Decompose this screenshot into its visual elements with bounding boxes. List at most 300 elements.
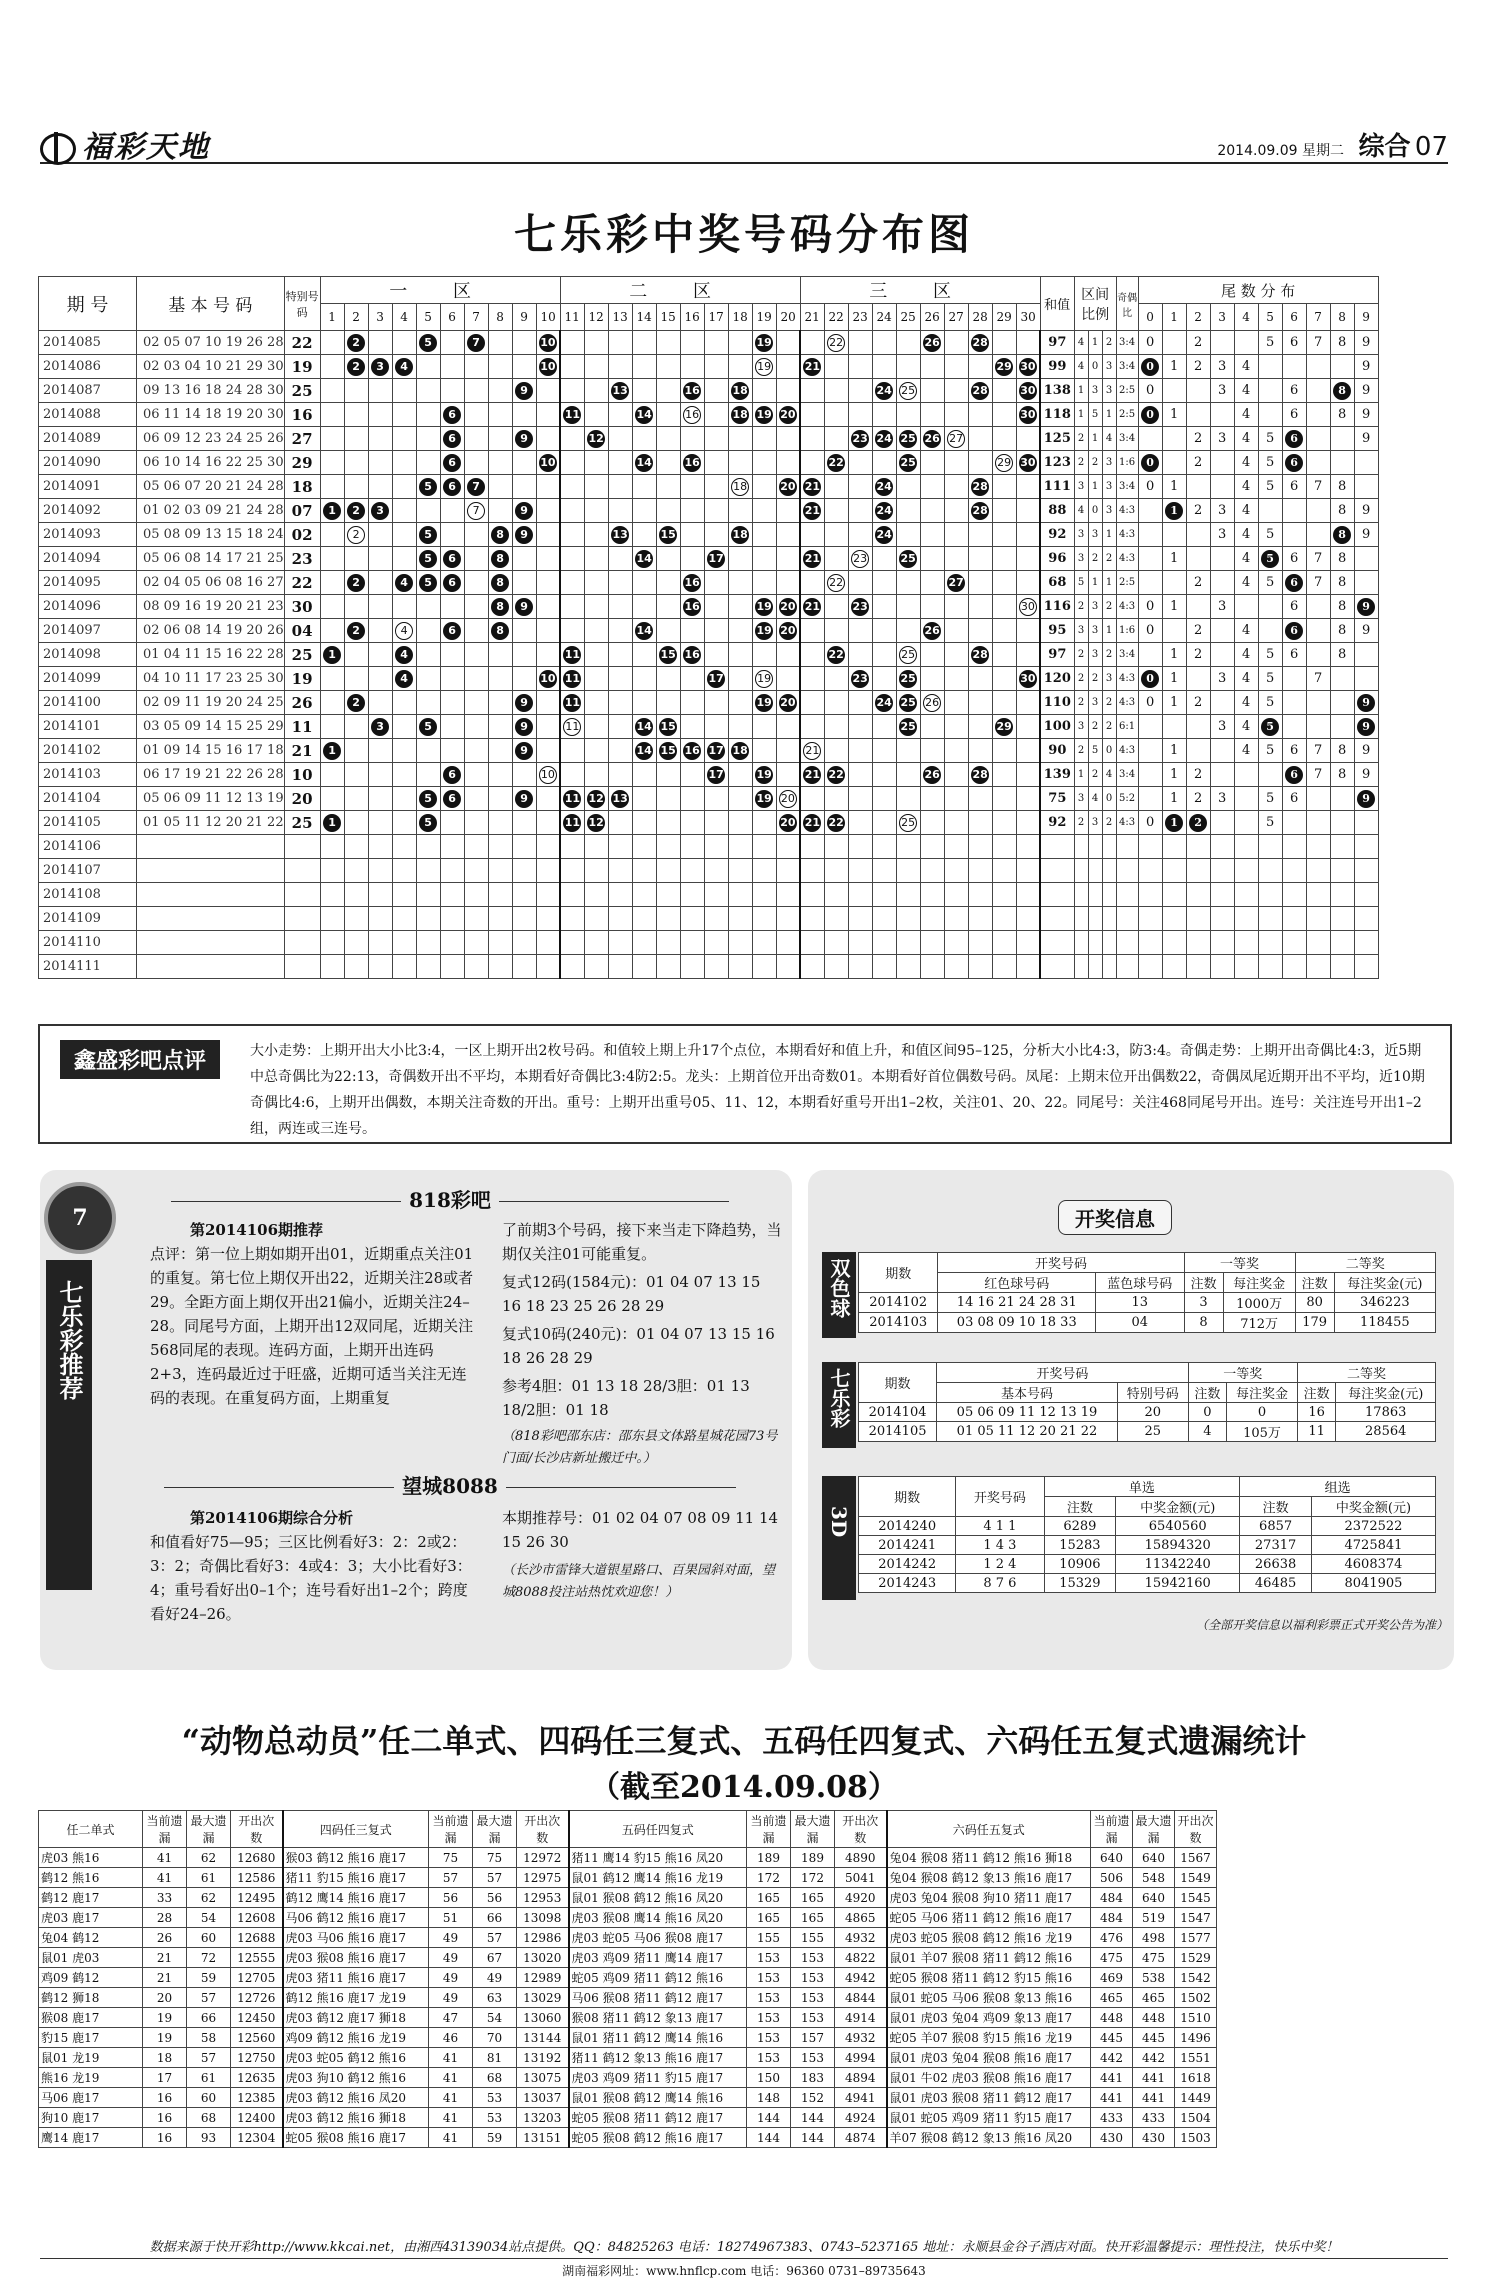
number-cell (704, 715, 728, 739)
number-cell (776, 811, 800, 835)
tail-cell: 8 (1330, 403, 1354, 427)
miss-col-header: 当前遗漏 (143, 1811, 187, 1848)
drawn-ball: 11 (563, 670, 581, 688)
miss-cell: 498 (1133, 1928, 1175, 1948)
recommendation-panel (40, 1170, 792, 1670)
header-tail-digit: 3 (1210, 304, 1234, 331)
number-cell (752, 691, 776, 715)
number-cell (776, 523, 800, 547)
number-cell (872, 691, 896, 715)
issue-number: 2014106 (39, 835, 137, 859)
miss-cell: 144 (791, 2108, 835, 2128)
drawn-ball: 25 (899, 718, 917, 736)
drawn-ball: 15 (659, 646, 677, 664)
number-cell (992, 643, 1016, 667)
tail-cell: 1 (1162, 787, 1186, 811)
grid-row (39, 355, 1379, 379)
number-cell (920, 499, 944, 523)
miss-cell: 153 (747, 1948, 791, 1968)
grid-row (39, 787, 1379, 811)
sum-value (1040, 835, 1074, 859)
number-cell (680, 355, 704, 379)
number-cell (560, 595, 584, 619)
sum-value: 92 (1040, 811, 1074, 835)
number-cell (896, 859, 920, 883)
basic-numbers: 04 10 11 17 23 25 30 (137, 667, 285, 691)
sum-value: 88 (1040, 499, 1074, 523)
number-cell (776, 739, 800, 763)
number-cell (920, 739, 944, 763)
basic-numbers (137, 931, 285, 955)
number-cell (704, 667, 728, 691)
drawn-ball: 3 (371, 502, 389, 520)
qlc-h-numbers: 开奖号码 (937, 1363, 1189, 1383)
odd-even-ratio: 2:5 (1116, 403, 1138, 427)
fc3d-h-amount1: 中奖金额(元) (1116, 1497, 1240, 1517)
drawn-ball: 27 (947, 574, 965, 592)
drawn-ball: 11 (563, 790, 581, 808)
miss-cell: 虎03 马06 熊16 鹿17 (283, 1928, 429, 1948)
tail-cell (1258, 715, 1282, 739)
tail-cell (1210, 811, 1234, 835)
number-cell (704, 931, 728, 955)
number-cell (800, 499, 824, 523)
tail-cell (1330, 355, 1354, 379)
number-cell (944, 787, 968, 811)
number-cell (656, 811, 680, 835)
tail-cell (1234, 931, 1258, 955)
drawn-ball: 6 (443, 430, 461, 448)
drawn-ball: 24 (875, 502, 893, 520)
grid-row (39, 427, 1379, 451)
qlc-badge-icon: 7 (44, 1182, 116, 1254)
number-cell (440, 931, 464, 955)
number-cell (728, 643, 752, 667)
miss-cell: 150 (747, 2068, 791, 2088)
number-cell (344, 955, 368, 979)
zone-ratio: 4 (1074, 331, 1088, 355)
miss-row (39, 2008, 1217, 2028)
number-cell (320, 883, 344, 907)
number-cell (536, 379, 560, 403)
odd-even-ratio: 2:5 (1116, 571, 1138, 595)
special-number: 25 (284, 643, 320, 667)
number-cell (872, 427, 896, 451)
number-cell (704, 403, 728, 427)
drawn-ball: 16 (683, 646, 701, 664)
special-number: 29 (284, 451, 320, 475)
tail-cell (1354, 715, 1378, 739)
number-cell (920, 667, 944, 691)
tail-cell (1330, 811, 1354, 835)
special-number: 25 (284, 811, 320, 835)
number-cell (512, 331, 536, 355)
number-cell (440, 739, 464, 763)
number-cell (848, 811, 872, 835)
miss-cell: 鼠01 虎03 兔04 鸡09 象13 鹿17 (887, 2008, 1091, 2028)
number-cell (968, 451, 992, 475)
number-cell (320, 907, 344, 931)
number-cell (680, 835, 704, 859)
tail-cell (1330, 931, 1354, 955)
zone-ratio: 3 (1074, 787, 1088, 811)
tail-cell (1234, 763, 1258, 787)
sum-value (1040, 907, 1074, 931)
number-cell (824, 763, 848, 787)
number-cell (968, 835, 992, 859)
sum-value (1040, 931, 1074, 955)
number-cell (824, 451, 848, 475)
tail-cell (1330, 787, 1354, 811)
tail-cell: 8 (1330, 475, 1354, 499)
basic-numbers: 06 17 19 21 22 26 28 (137, 763, 285, 787)
number-cell (824, 859, 848, 883)
odd-even-ratio: 3:4 (1116, 643, 1138, 667)
zone-ratio: 3 (1102, 379, 1116, 403)
tail-cell: 7 (1306, 667, 1330, 691)
logo-icon (40, 133, 76, 165)
number-cell (968, 763, 992, 787)
miss-cell: 兔04 鹤12 (39, 1928, 143, 1948)
tail-mark: 9 (1357, 718, 1375, 736)
sum-value: 100 (1040, 715, 1074, 739)
number-cell (392, 715, 416, 739)
number-cell (872, 763, 896, 787)
number-cell (488, 811, 512, 835)
number-cell (800, 907, 824, 931)
number-cell (944, 499, 968, 523)
number-cell (392, 763, 416, 787)
tail-cell (1306, 907, 1330, 931)
number-cell (992, 355, 1016, 379)
number-cell (584, 355, 608, 379)
odd-even-ratio: 4:3 (1116, 811, 1138, 835)
miss-col-header: 开出次数 (835, 1811, 887, 1848)
miss-cell: 41 (429, 2088, 473, 2108)
number-cell (968, 523, 992, 547)
tail-cell (1138, 499, 1162, 523)
number-cell (584, 379, 608, 403)
number-cell (416, 907, 440, 931)
zone-ratio: 1 (1102, 523, 1116, 547)
tail-mark: 6 (1285, 454, 1303, 472)
drawn-ball: 22 (827, 814, 845, 832)
number-cell (752, 523, 776, 547)
number-cell (440, 595, 464, 619)
number-cell (392, 427, 416, 451)
drawn-ball: 25 (899, 550, 917, 568)
qlc-row-cell: 4 (1188, 1422, 1227, 1442)
number-cell (584, 883, 608, 907)
tail-cell (1210, 475, 1234, 499)
miss-cell: 148 (747, 2088, 791, 2108)
drawn-ball: 24 (875, 694, 893, 712)
drawn-ball: 26 (923, 622, 941, 640)
zone-ratio: 2 (1074, 451, 1088, 475)
special-number: 26 (284, 691, 320, 715)
special-ball: 21 (803, 742, 821, 760)
number-cell (608, 595, 632, 619)
drawn-ball: 10 (539, 334, 557, 352)
miss-cell: 144 (747, 2128, 791, 2148)
drawn-ball: 28 (971, 382, 989, 400)
drawn-ball: 22 (827, 454, 845, 472)
number-cell (704, 427, 728, 451)
miss-cell: 1449 (1175, 2088, 1217, 2108)
number-cell (920, 451, 944, 475)
number-cell (776, 667, 800, 691)
number-cell (512, 355, 536, 379)
ssq-label-text: 双色球 (827, 1258, 851, 1318)
zone-ratio (1074, 907, 1088, 931)
number-cell (824, 643, 848, 667)
number-cell (920, 955, 944, 979)
drawn-ball: 16 (683, 598, 701, 616)
tail-cell (1186, 907, 1210, 931)
number-cell (488, 691, 512, 715)
number-cell (392, 355, 416, 379)
number-cell (776, 835, 800, 859)
number-cell (680, 787, 704, 811)
number-cell (704, 739, 728, 763)
miss-cell: 鼠01 虎03 兔04 猴08 熊16 鹿17 (887, 2048, 1091, 2068)
drawn-ball: 1 (323, 502, 341, 520)
number-cell (656, 427, 680, 451)
number-cell (848, 547, 872, 571)
qlc-table (858, 1362, 1436, 1442)
number-cell (632, 811, 656, 835)
number-cell (872, 499, 896, 523)
number-cell (896, 811, 920, 835)
sum-value: 95 (1040, 619, 1074, 643)
number-cell (896, 571, 920, 595)
number-cell (536, 451, 560, 475)
basic-numbers: 01 02 03 09 21 24 28 (137, 499, 285, 523)
number-cell (320, 523, 344, 547)
number-cell (464, 955, 488, 979)
number-cell (536, 787, 560, 811)
number-cell (704, 475, 728, 499)
miss-cell: 12385 (231, 2088, 283, 2108)
tail-cell (1306, 499, 1330, 523)
number-cell (800, 715, 824, 739)
miss-cell: 33 (143, 1888, 187, 1908)
number-cell (776, 427, 800, 451)
number-cell (632, 499, 656, 523)
tail-cell (1282, 811, 1306, 835)
number-cell (1016, 403, 1040, 427)
tail-cell: 2 (1186, 331, 1210, 355)
number-cell (536, 667, 560, 691)
number-cell (824, 955, 848, 979)
tail-cell: 9 (1354, 331, 1378, 355)
fc3d-h-single: 单选 (1044, 1477, 1240, 1497)
number-cell (320, 571, 344, 595)
ssq-h-issue: 期数 (859, 1253, 938, 1293)
drawn-ball: 9 (515, 382, 533, 400)
basic-numbers: 03 05 09 14 15 25 29 (137, 715, 285, 739)
number-cell (992, 547, 1016, 571)
number-cell (824, 523, 848, 547)
tail-cell (1282, 883, 1306, 907)
distribution-table (38, 276, 1379, 979)
tail-cell (1306, 595, 1330, 619)
header-number: 13 (608, 304, 632, 331)
number-cell (1016, 595, 1040, 619)
number-cell (416, 643, 440, 667)
number-cell (488, 499, 512, 523)
miss-cell: 484 (1091, 1888, 1133, 1908)
miss-cell: 430 (1133, 2128, 1175, 2148)
basic-numbers: 05 08 09 13 15 18 24 (137, 523, 285, 547)
miss-cell: 12555 (231, 1948, 283, 1968)
number-cell (824, 355, 848, 379)
number-cell (848, 907, 872, 931)
miss-cell: 鼠01 龙19 (39, 2048, 143, 2068)
tail-cell: 1 (1162, 403, 1186, 427)
number-cell (512, 547, 536, 571)
number-cell (656, 691, 680, 715)
drawn-ball: 2 (347, 694, 365, 712)
miss-row (39, 1868, 1217, 1888)
number-cell (368, 451, 392, 475)
zone-ratio (1074, 955, 1088, 979)
miss-cell: 12400 (231, 2108, 283, 2128)
sum-value: 90 (1040, 739, 1074, 763)
number-cell (704, 619, 728, 643)
number-cell (656, 547, 680, 571)
number-cell (320, 763, 344, 787)
tail-cell (1282, 715, 1306, 739)
sum-value: 125 (1040, 427, 1074, 451)
miss-cell: 49 (429, 1988, 473, 2008)
grid-row (39, 835, 1379, 859)
header-number: 15 (656, 304, 680, 331)
ssq-row-cell: 14 16 21 24 28 31 (938, 1293, 1096, 1313)
number-cell (584, 691, 608, 715)
special-number: 10 (284, 763, 320, 787)
number-cell (464, 619, 488, 643)
tail-cell: 2 (1186, 427, 1210, 451)
number-cell (320, 379, 344, 403)
number-cell (488, 475, 512, 499)
drawn-ball: 14 (635, 454, 653, 472)
number-cell (1016, 811, 1040, 835)
number-cell (944, 859, 968, 883)
header-number: 14 (632, 304, 656, 331)
number-cell (728, 859, 752, 883)
drawn-ball: 17 (707, 550, 725, 568)
tail-mark: 8 (1333, 526, 1351, 544)
number-cell (584, 763, 608, 787)
tail-cell: 3 (1210, 787, 1234, 811)
number-cell (800, 595, 824, 619)
drawn-ball: 5 (419, 718, 437, 736)
number-cell (656, 403, 680, 427)
tail-cell (1210, 403, 1234, 427)
zone-ratio: 3 (1074, 547, 1088, 571)
ssq-row-cell: 13 (1096, 1293, 1184, 1313)
number-cell (536, 355, 560, 379)
zone-ratio: 4 (1102, 427, 1116, 451)
number-cell (944, 907, 968, 931)
number-cell (344, 859, 368, 883)
drawn-ball: 8 (491, 574, 509, 592)
rec-wc-title-text: 望城8088 (402, 1474, 498, 1498)
tail-cell: 4 (1234, 523, 1258, 547)
tail-cell (1210, 451, 1234, 475)
miss-cell: 54 (473, 2008, 517, 2028)
number-cell (560, 907, 584, 931)
miss-cell: 马06 鹤12 熊16 鹿17 (283, 1908, 429, 1928)
drawn-ball: 28 (971, 334, 989, 352)
number-cell (992, 907, 1016, 931)
drawn-ball: 28 (971, 502, 989, 520)
number-cell (920, 643, 944, 667)
number-cell (728, 427, 752, 451)
miss-row (39, 1908, 1217, 1928)
issue-number: 2014096 (39, 595, 137, 619)
tail-cell (1306, 691, 1330, 715)
zone-ratio: 0 (1088, 355, 1102, 379)
issue-number: 2014111 (39, 955, 137, 979)
number-cell (512, 787, 536, 811)
qlc-h-count2: 注数 (1297, 1383, 1336, 1403)
issue-number: 2014107 (39, 859, 137, 883)
tail-cell: 8 (1330, 619, 1354, 643)
odd-even-ratio: 1:6 (1116, 619, 1138, 643)
odd-even-ratio: 3:4 (1116, 331, 1138, 355)
number-cell (344, 811, 368, 835)
drawn-ball: 21 (803, 502, 821, 520)
qlc-row-cell: 20 (1117, 1403, 1188, 1422)
tail-cell: 9 (1354, 403, 1378, 427)
tail-cell: 4 (1234, 643, 1258, 667)
number-cell (488, 451, 512, 475)
miss-group-header: 五码任四复式 (569, 1811, 747, 1848)
tail-cell (1210, 955, 1234, 979)
drawn-ball: 5 (419, 790, 437, 808)
tail-cell (1162, 379, 1186, 403)
tail-cell: 8 (1330, 499, 1354, 523)
miss-cell: 41 (429, 2108, 473, 2128)
miss-col-header: 开出次数 (517, 1811, 569, 1848)
drawn-ball: 6 (443, 622, 461, 640)
zone-ratio: 3 (1088, 595, 1102, 619)
tail-cell (1138, 571, 1162, 595)
drawn-ball: 6 (443, 454, 461, 472)
number-cell (368, 667, 392, 691)
miss-cell: 51 (429, 1908, 473, 1928)
tail-cell (1306, 883, 1330, 907)
tail-mark: 0 (1141, 406, 1159, 424)
miss-cell: 鹤12 鹿17 (39, 1888, 143, 1908)
zone-ratio: 2 (1074, 691, 1088, 715)
zone-ratio: 4 (1102, 763, 1116, 787)
miss-cell: 1510 (1175, 2008, 1217, 2028)
number-cell (1016, 715, 1040, 739)
zone-ratio: 5 (1088, 403, 1102, 427)
number-cell (752, 499, 776, 523)
number-cell (704, 787, 728, 811)
number-cell (776, 475, 800, 499)
number-cell (368, 475, 392, 499)
miss-col-header: 当前遗漏 (1091, 1811, 1133, 1848)
header-tail-digit: 8 (1330, 304, 1354, 331)
drawn-ball: 9 (515, 790, 533, 808)
number-cell (416, 499, 440, 523)
miss-cell: 16 (143, 2088, 187, 2108)
